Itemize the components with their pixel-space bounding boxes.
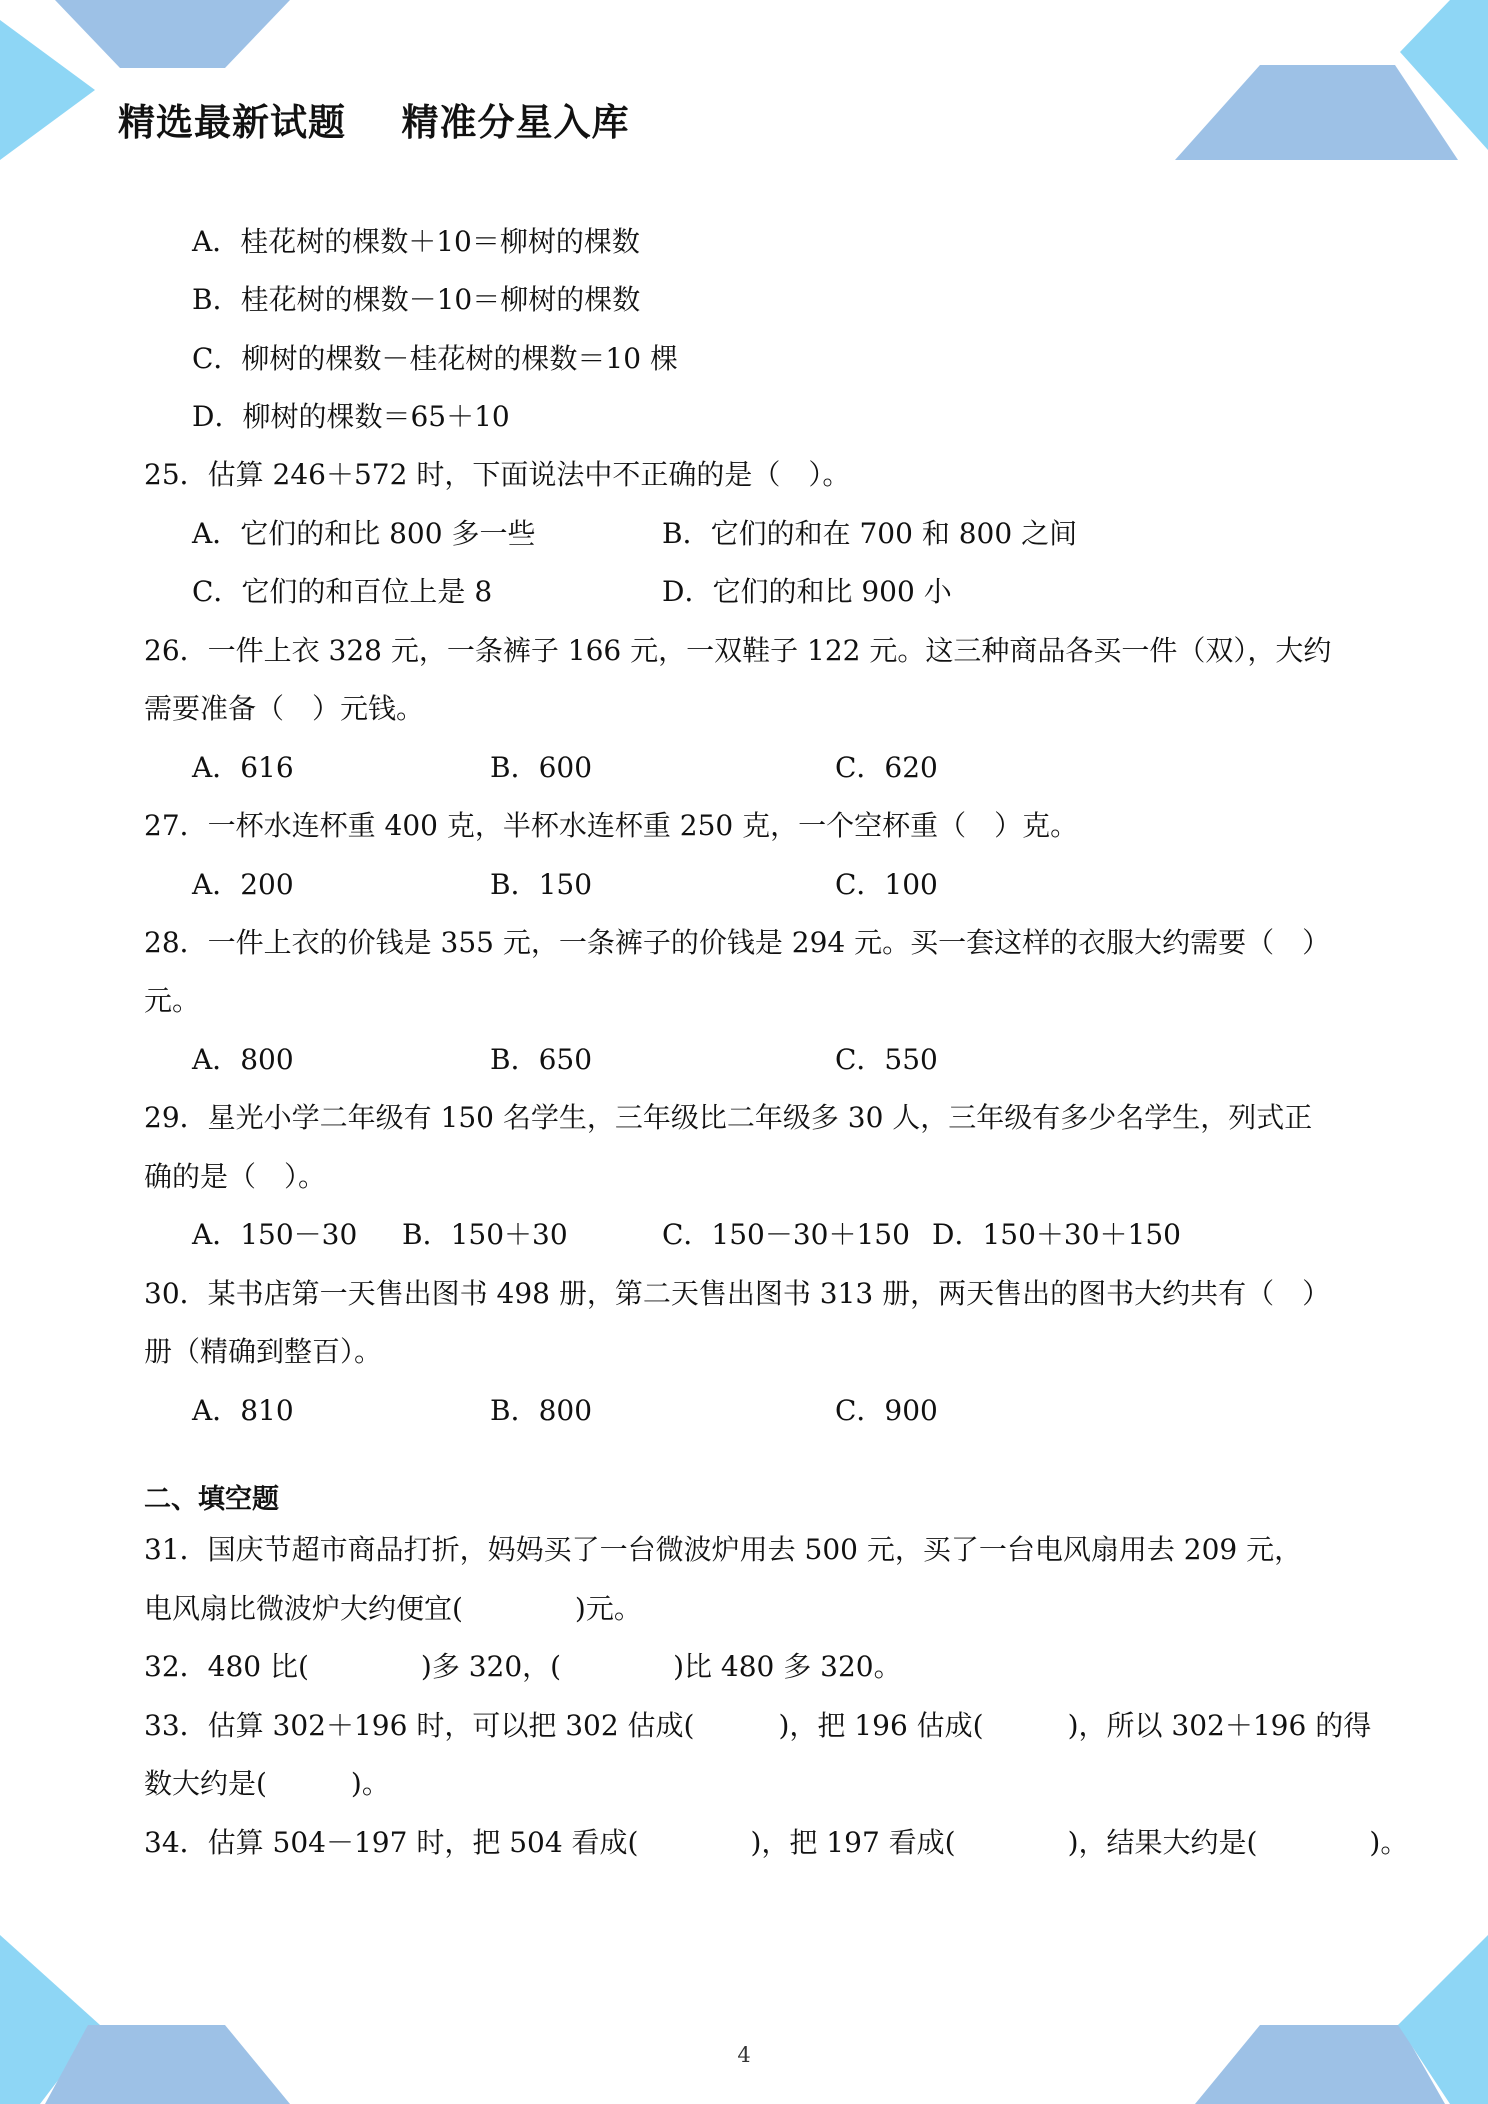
q25-options-row1 bbox=[192, 516, 1292, 552]
q29-option-c: C．150－30＋150 bbox=[662, 1218, 910, 1251]
question-26-line2: 需要准备（ ）元钱。 bbox=[144, 692, 425, 725]
section-heading-fill-in: 二、填空题 bbox=[144, 1484, 279, 1515]
question-26-line1: 26．一件上衣 328 元，一条裤子 166 元，一双鞋子 122 元。这三种商品各买一件（双），大约 bbox=[144, 634, 1332, 667]
q25-options-row2 bbox=[192, 574, 1292, 610]
q27-option-c: C．100 bbox=[835, 868, 938, 901]
question-28-line1: 28．一件上衣的价钱是 355 元，一条裤子的价钱是 294 元。买一套这样的衣服大约需要（ ） bbox=[144, 926, 1331, 959]
q26-option-b: B．600 bbox=[490, 751, 593, 784]
question-30-line1: 30．某书店第一天售出图书 498 册，第二天售出图书 313 册，两天售出的图书大约共有（ ） bbox=[144, 1277, 1331, 1310]
page-number: 4 bbox=[737, 2043, 751, 2067]
q24-option-b: B．桂花树的棵数－10＝柳树的棵数 bbox=[192, 283, 641, 316]
question-29-line1: 29．星光小学二年级有 150 名学生，三年级比二年级多 30 人，三年级有多少名学生，列式正 bbox=[144, 1101, 1313, 1134]
q24-option-d: D．柳树的棵数＝65＋10 bbox=[192, 400, 510, 433]
q30-option-b: B．800 bbox=[490, 1394, 593, 1427]
q30-options bbox=[192, 1393, 1292, 1429]
q27-options bbox=[192, 867, 1292, 903]
question-28-line2: 元。 bbox=[144, 984, 201, 1017]
question-25: 25．估算 246＋572 时，下面说法中不正确的是（ ）。 bbox=[144, 458, 851, 491]
q30-option-c: C．900 bbox=[835, 1394, 938, 1427]
q29-options bbox=[192, 1217, 1292, 1253]
question-29-line2: 确的是（ ）。 bbox=[144, 1160, 327, 1193]
q28-options bbox=[192, 1042, 1292, 1078]
q25-option-a: A．它们的和比 800 多一些 bbox=[192, 517, 536, 550]
q29-option-d: D．150＋30＋150 bbox=[932, 1218, 1181, 1251]
q24-option-c: C．柳树的棵数－桂花树的棵数＝10 棵 bbox=[192, 342, 678, 375]
q26-option-a: A．616 bbox=[192, 751, 294, 784]
q29-option-a: A．150－30 bbox=[192, 1218, 358, 1251]
q28-option-b: B．650 bbox=[490, 1043, 593, 1076]
q28-option-c: C．550 bbox=[835, 1043, 938, 1076]
q30-option-a: A．810 bbox=[192, 1394, 294, 1427]
question-32: 32．480 比( )多 320，( )比 480 多 320。 bbox=[144, 1650, 902, 1683]
q28-option-a: A．800 bbox=[192, 1043, 294, 1076]
header-title: 精选最新试题 精准分星入库 bbox=[118, 101, 630, 144]
q26-option-c: C．620 bbox=[835, 751, 938, 784]
question-31-line1: 31．国庆节超市商品打折，妈妈买了一台微波炉用去 500 元，买了一台电风扇用去 209 元， bbox=[144, 1533, 1303, 1566]
question-33-line1: 33．估算 302＋196 时，可以把 302 估成( )，把 196 估成( )，所以 302＋196 的得 bbox=[144, 1709, 1372, 1742]
question-30-line2: 册（精确到整百）。 bbox=[144, 1335, 383, 1368]
question-31-line2: 电风扇比微波炉大约便宜( )元。 bbox=[144, 1592, 642, 1625]
q27-option-a: A．200 bbox=[192, 868, 294, 901]
q27-option-b: B．150 bbox=[490, 868, 593, 901]
q25-option-c: C．它们的和百位上是 8 bbox=[192, 575, 493, 608]
question-34: 34．估算 504－197 时，把 504 看成( )，把 197 看成( )，结果大约是( )。 bbox=[144, 1826, 1409, 1859]
q24-option-a: A．桂花树的棵数＋10＝柳树的棵数 bbox=[192, 225, 640, 258]
q25-option-b: B．它们的和在 700 和 800 之间 bbox=[662, 517, 1078, 550]
q29-option-b: B．150＋30 bbox=[402, 1218, 568, 1251]
question-27: 27．一杯水连杯重 400 克，半杯水连杯重 250 克，一个空杯重（ ）克。 bbox=[144, 809, 1079, 842]
q26-options bbox=[192, 750, 1292, 786]
q25-option-d: D．它们的和比 900 小 bbox=[662, 575, 952, 608]
question-33-line2: 数大约是( )。 bbox=[144, 1767, 390, 1800]
